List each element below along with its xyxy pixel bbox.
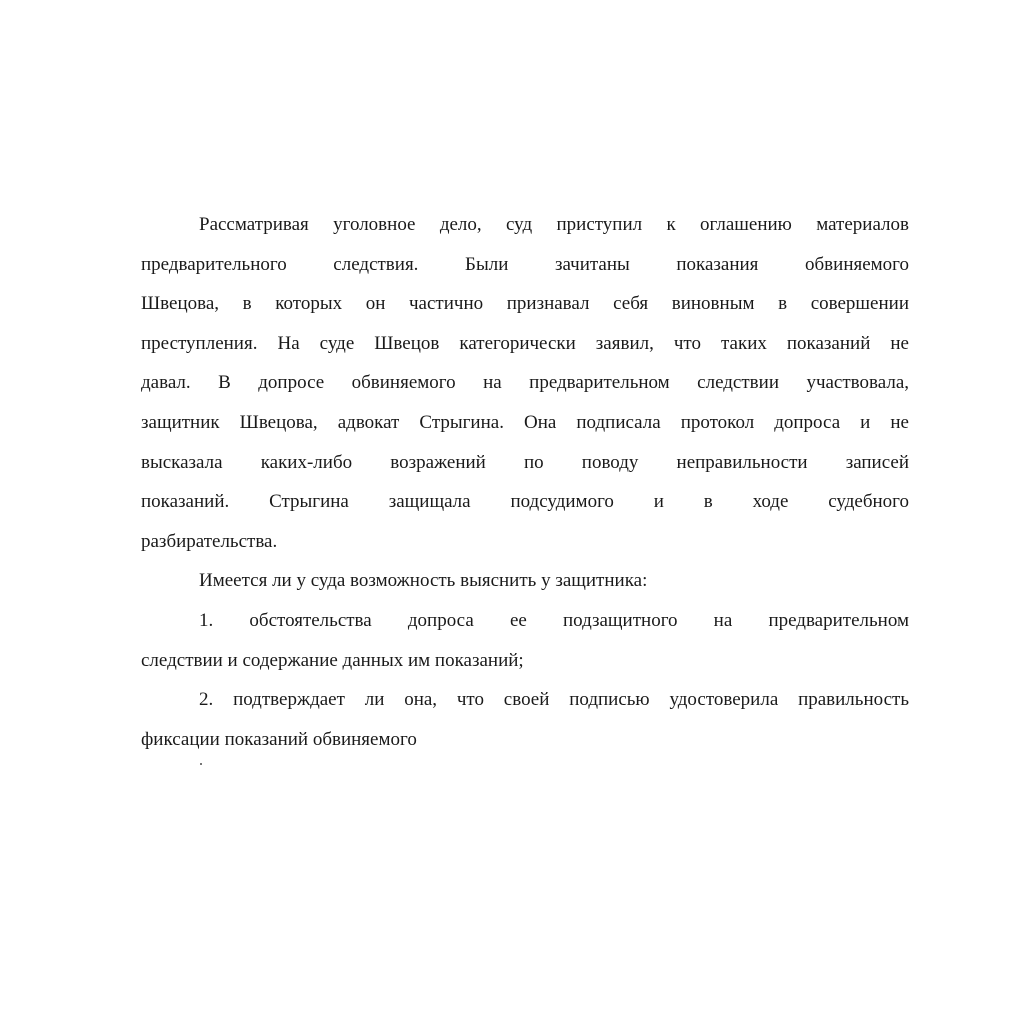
list-item-2 [141,680,909,759]
text-line: высказала каких-либо возражений по поводу неправильности записей [141,451,909,473]
document-page [141,205,909,759]
paragraph-case-description [141,205,909,561]
text-line: Имеется ли у суда возможность выяснить у защитника: [199,570,648,592]
text-line: преступления. На суде Швецов категорически заявил, что таких показаний не [141,332,909,354]
paragraph-question [141,561,909,601]
text-line: фиксации показаний обвиняемого [141,728,417,750]
text-line: разбирательства. [141,530,278,552]
text-line: показаний. Стрыгина защищала подсудимого и в ходе судебного [141,491,909,513]
list-item-1 [141,601,909,680]
text-line: 2. подтверждает ли она, что своей подписью удостоверила правильность [199,689,909,711]
text-line: Рассматривая уголовное дело, суд приступил к оглашению материалов [199,214,909,235]
text-line: 1. обстоятельства допроса ее подзащитного на предварительном [199,609,909,631]
text-line: давал. В допросе обвиняемого на предварительном следствии участвовала, [141,372,909,394]
text-line: предварительного следствия. Были зачитаны показания обвиняемого [141,253,909,275]
stray-dot-mark [200,763,202,765]
text-line: следствии и содержание данных им показаний; [141,649,524,671]
text-line: защитник Швецова, адвокат Стрыгина. Она подписала протокол допроса и не [141,411,909,433]
text-line: Швецова, в которых он частично признавал себя виновным в совершении [141,293,909,315]
